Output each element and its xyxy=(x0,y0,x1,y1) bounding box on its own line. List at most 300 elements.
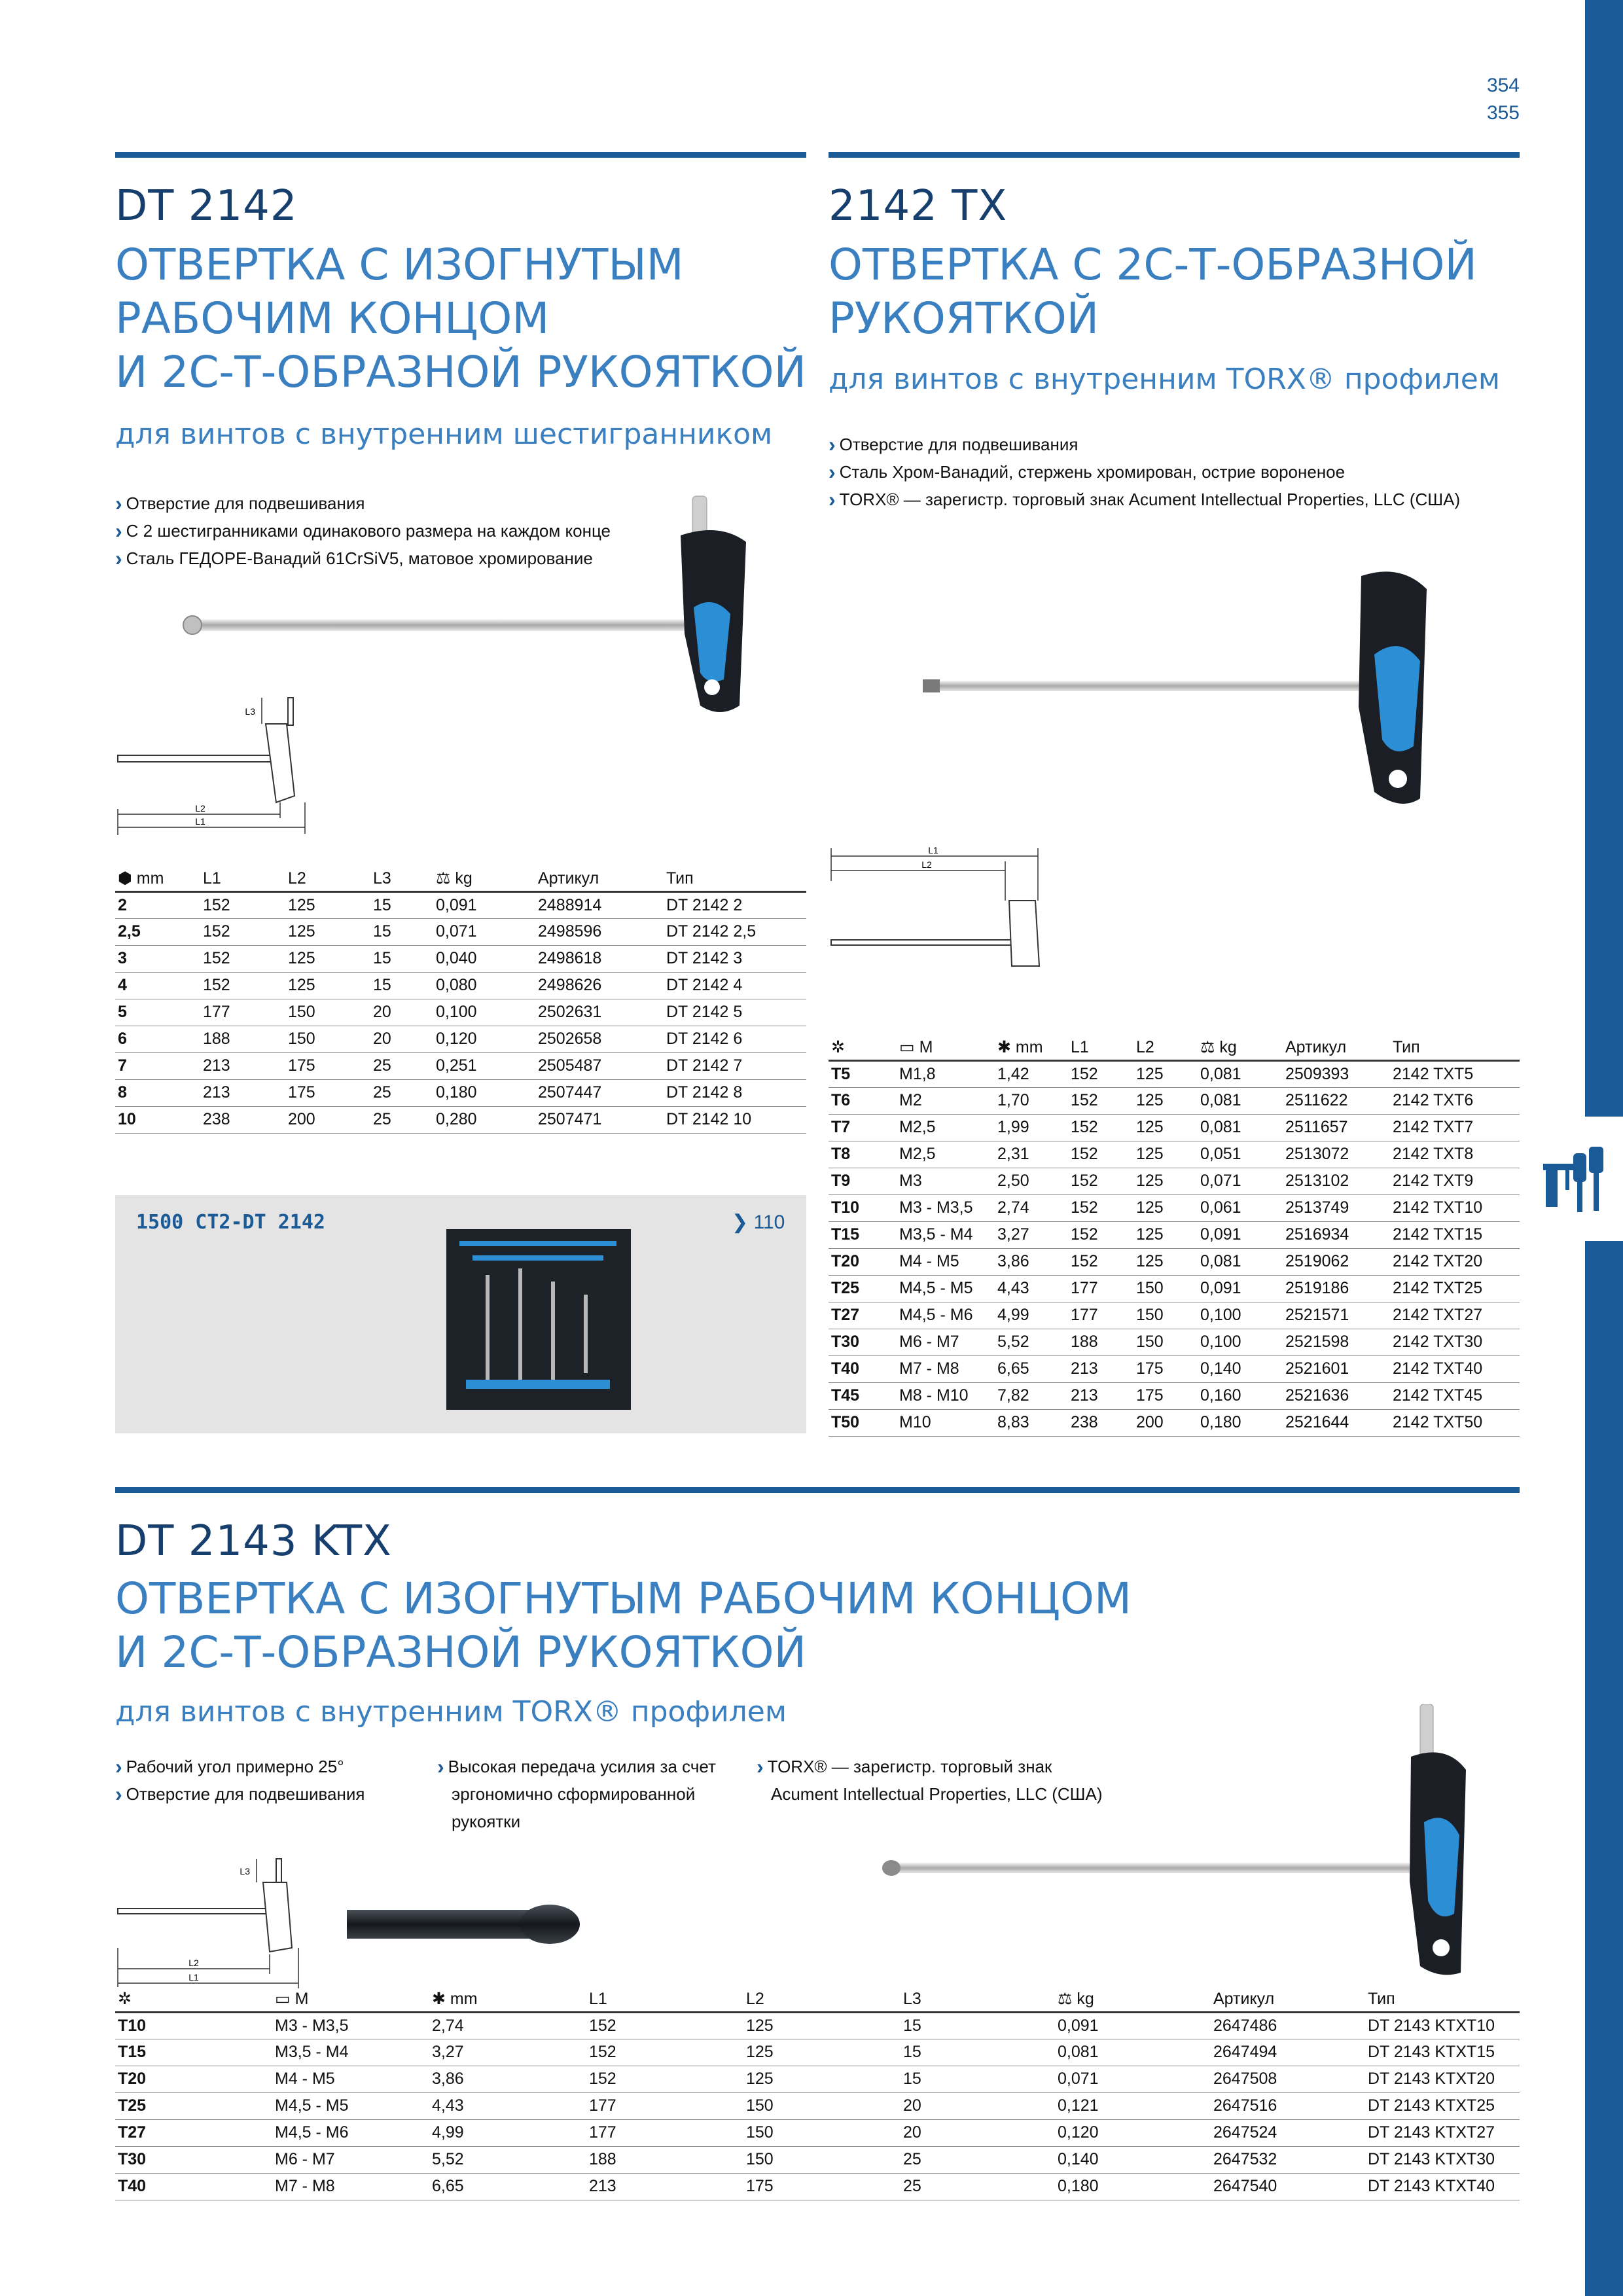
table-cell: 2488914 xyxy=(535,891,664,918)
table-cell: 2142 TXT20 xyxy=(1390,1248,1520,1275)
table-cell: 10 xyxy=(115,1106,200,1133)
col-header: Тип xyxy=(1390,1033,1520,1060)
table-cell: M4 - M5 xyxy=(897,1248,995,1275)
table-cell: M3,5 - M4 xyxy=(272,2039,429,2066)
section1-name-title xyxy=(115,238,806,399)
table-row xyxy=(829,1087,1520,1114)
table-cell: 15 xyxy=(901,2066,1055,2092)
table-row xyxy=(115,891,806,918)
promo-set-image xyxy=(446,1229,631,1410)
table-cell: 125 xyxy=(1133,1087,1198,1114)
table-cell: M6 - M7 xyxy=(897,1329,995,1355)
table-cell: DT 2142 6 xyxy=(664,1026,806,1052)
table-cell: 177 xyxy=(586,2119,743,2146)
table-cell: 152 xyxy=(200,972,285,999)
table-cell: DT 2142 4 xyxy=(664,972,806,999)
table-cell: 213 xyxy=(200,1079,285,1106)
table-cell: DT 2142 2,5 xyxy=(664,918,806,945)
table-cell: 0,140 xyxy=(1055,2146,1211,2173)
table-cell: 175 xyxy=(1133,1382,1198,1409)
table-cell: 125 xyxy=(285,972,370,999)
table-cell: 2498618 xyxy=(535,945,664,972)
table-cell: 6 xyxy=(115,1026,200,1052)
table-cell: 2,50 xyxy=(995,1168,1068,1194)
section2-subtitle: для винтов с внутренним TORX® профилем xyxy=(829,363,1501,396)
hex-icon: ⬢ xyxy=(118,869,132,888)
section3-bullets-col1: › Рабочий угол примерно 25° › Отверстие для подвешивания xyxy=(115,1753,365,1808)
table-cell: 0,091 xyxy=(1055,2012,1211,2039)
torx-icon: ✲ xyxy=(118,1989,132,2008)
section3-top-rule xyxy=(115,1487,1520,1493)
table-cell: 125 xyxy=(1133,1168,1198,1194)
table-cell: M4 - M5 xyxy=(272,2066,429,2092)
table-cell: 2521601 xyxy=(1283,1355,1390,1382)
table-cell: 0,251 xyxy=(433,1052,535,1079)
table-cell: DT 2143 KTXT15 xyxy=(1365,2039,1520,2066)
table-row xyxy=(829,1248,1520,1275)
table-cell: 125 xyxy=(285,918,370,945)
table-cell: 15 xyxy=(370,972,433,999)
col-header: Артикул xyxy=(1283,1033,1390,1060)
table-cell: 150 xyxy=(1133,1275,1198,1302)
table-cell: 2498596 xyxy=(535,918,664,945)
section2-code-title: 2142 TX xyxy=(829,182,1008,230)
table-cell: 2142 TXT50 xyxy=(1390,1409,1520,1436)
name-line: ОТВЕРТКА С ИЗОГНУТЫМ xyxy=(115,240,684,290)
spec-table-dt2143ktx xyxy=(115,1984,1520,2200)
table-row xyxy=(115,2092,1520,2119)
table-cell: 2505487 xyxy=(535,1052,664,1079)
table-cell: 213 xyxy=(200,1052,285,1079)
diagram-label: L1 xyxy=(188,1972,199,1982)
col-header: kg xyxy=(1219,1037,1237,1056)
table-header-row xyxy=(115,1984,1520,2012)
table-cell: 152 xyxy=(586,2012,743,2039)
table-cell: 2142 TXT40 xyxy=(1390,1355,1520,1382)
table-cell: 0,180 xyxy=(1198,1409,1283,1436)
page-number-left: 354 xyxy=(1486,75,1520,96)
section3-name-title xyxy=(115,1572,1132,1679)
table-cell: 175 xyxy=(743,2173,901,2200)
table-cell: 152 xyxy=(586,2039,743,2066)
bullet-text: Сталь Хром-Ванадий, стержень хромирован, острие вороненое xyxy=(839,462,1346,482)
table-cell: 125 xyxy=(1133,1141,1198,1168)
table-cell: 4,99 xyxy=(429,2119,586,2146)
table-cell: 25 xyxy=(370,1079,433,1106)
sidebar-bar-bottom xyxy=(1585,1241,1623,2296)
table-cell: 5 xyxy=(115,999,200,1026)
table-cell: DT 2143 KTXT10 xyxy=(1365,2012,1520,2039)
table-header-row xyxy=(115,864,806,891)
table-cell: 20 xyxy=(901,2119,1055,2146)
table-cell: 2142 TXT15 xyxy=(1390,1221,1520,1248)
table-cell: 2511657 xyxy=(1283,1114,1390,1141)
table-row xyxy=(115,2119,1520,2146)
weight-scale-icon: ⚖ xyxy=(436,869,451,888)
table-cell: T45 xyxy=(829,1382,897,1409)
table-cell: 177 xyxy=(1068,1275,1133,1302)
table-cell: 2647540 xyxy=(1211,2173,1365,2200)
table-row xyxy=(115,999,806,1026)
table-cell: 2513749 xyxy=(1283,1194,1390,1221)
name-line: РАБОЧИМ КОНЦОМ xyxy=(115,293,550,344)
table-cell: 2507447 xyxy=(535,1079,664,1106)
table-cell: T6 xyxy=(829,1087,897,1114)
section2-name-title xyxy=(829,238,1477,346)
section2-top-rule xyxy=(829,152,1520,158)
table-cell: 8,83 xyxy=(995,1409,1068,1436)
table-cell: T40 xyxy=(115,2173,272,2200)
table-cell: 213 xyxy=(1068,1382,1133,1409)
table-cell: 8 xyxy=(115,1079,200,1106)
table-cell: T30 xyxy=(829,1329,897,1355)
col-header: L3 xyxy=(370,864,433,891)
table-cell: M3 - M3,5 xyxy=(272,2012,429,2039)
screw-thread-icon: ▭ xyxy=(275,1989,291,2008)
table-cell: 150 xyxy=(743,2146,901,2173)
table-cell: 2142 TXT6 xyxy=(1390,1087,1520,1114)
table-cell: 0,100 xyxy=(433,999,535,1026)
table-cell: DT 2143 KTXT25 xyxy=(1365,2092,1520,2119)
table-cell: 0,071 xyxy=(433,918,535,945)
table-cell: M8 - M10 xyxy=(897,1382,995,1409)
spec-table-2142tx xyxy=(829,1033,1520,1437)
table-cell: 0,081 xyxy=(1055,2039,1211,2066)
table-cell: 0,100 xyxy=(1198,1329,1283,1355)
table-cell: M1,8 xyxy=(897,1060,995,1087)
table-cell: 4,43 xyxy=(995,1275,1068,1302)
col-header: L1 xyxy=(1068,1033,1133,1060)
table-cell: 20 xyxy=(370,1026,433,1052)
table-cell: 200 xyxy=(285,1106,370,1133)
table-cell: T27 xyxy=(829,1302,897,1329)
table-cell: 175 xyxy=(285,1079,370,1106)
table-cell: 2513102 xyxy=(1283,1168,1390,1194)
section3-bullets-col3: › TORX® — зарегистр. торговый знак Acument Intellectual Properties, LLC (США) xyxy=(757,1753,1102,1808)
table-cell: 125 xyxy=(743,2012,901,2039)
table-cell: DT 2142 8 xyxy=(664,1079,806,1106)
table-cell: 2509393 xyxy=(1283,1060,1390,1087)
table-cell: 2,31 xyxy=(995,1141,1068,1168)
table-row xyxy=(115,1079,806,1106)
sidebar-bar-top xyxy=(1585,0,1623,1117)
table-cell: 188 xyxy=(586,2146,743,2173)
bullet-text-cont: эргономично сформированной xyxy=(452,1784,696,1804)
table-cell: 1,99 xyxy=(995,1114,1068,1141)
bullet-text-cont: Acument Intellectual Properties, LLC (США) xyxy=(771,1784,1103,1804)
table-row xyxy=(115,1106,806,1133)
table-cell: 0,121 xyxy=(1055,2092,1211,2119)
page-number-right: 355 xyxy=(1486,102,1520,124)
table-cell: 125 xyxy=(1133,1194,1198,1221)
table-row xyxy=(115,2066,1520,2092)
col-header: Тип xyxy=(1365,1984,1520,2012)
table-cell: 0,120 xyxy=(1055,2119,1211,2146)
table-cell: 3,27 xyxy=(995,1221,1068,1248)
table-cell: 125 xyxy=(743,2039,901,2066)
table-cell: 152 xyxy=(1068,1060,1133,1087)
table-cell: 152 xyxy=(200,891,285,918)
table-cell: 2,74 xyxy=(429,2012,586,2039)
table-cell: 2 xyxy=(115,891,200,918)
table-cell: M3 xyxy=(897,1168,995,1194)
section2-bullets: › Отверстие для подвешивания › Сталь Хром-Ванадий, стержень хромирован, острие вороненое › TORX® — зарегистр. торговый знак Acument Intellectual Properties, LLC (США) xyxy=(829,431,1460,513)
table-cell: 0,091 xyxy=(433,891,535,918)
table-cell: 2507471 xyxy=(535,1106,664,1133)
table-cell: 152 xyxy=(1068,1141,1133,1168)
table-cell: T5 xyxy=(829,1060,897,1087)
table-cell: 177 xyxy=(586,2092,743,2119)
dimension-diagram-dt2143ktx xyxy=(115,1850,325,1994)
col-header: mm xyxy=(450,1989,478,2008)
bullet-text: Высокая передача усилия за счет xyxy=(448,1757,716,1776)
diagram-label: L3 xyxy=(240,1866,250,1876)
section1-bullets: › Отверстие для подвешивания › С 2 шестигранниками одинакового размера на каждом конце › Сталь ГЕДОРЕ-Ванадий 61CrSiV5, матовое хромирование xyxy=(115,490,611,572)
table-cell: 0,040 xyxy=(433,945,535,972)
table-row xyxy=(115,972,806,999)
table-cell: 0,280 xyxy=(433,1106,535,1133)
table-cell: 15 xyxy=(901,2012,1055,2039)
table-cell: 2142 TXT45 xyxy=(1390,1382,1520,1409)
table-cell: 15 xyxy=(370,918,433,945)
table-row xyxy=(115,918,806,945)
col-header: Артикул xyxy=(535,864,664,891)
bullet-text: Сталь ГЕДОРЕ-Ванадий 61CrSiV5, матовое хромирование xyxy=(126,548,593,568)
table-cell: 5,52 xyxy=(995,1329,1068,1355)
diagram-label: L2 xyxy=(195,803,205,814)
name-line: И 2С-Т-ОБРАЗНОЙ РУКОЯТКОЙ xyxy=(115,1627,806,1677)
table-cell: 3 xyxy=(115,945,200,972)
table-cell: M4,5 - M6 xyxy=(897,1302,995,1329)
bullet-text: С 2 шестигранниками одинакового размера на каждом конце xyxy=(126,521,611,541)
section1-code-title: DT 2142 xyxy=(115,182,298,230)
table-cell: 175 xyxy=(1133,1355,1198,1382)
table-cell: 0,120 xyxy=(433,1026,535,1052)
col-header: L1 xyxy=(200,864,285,891)
table-cell: 2513072 xyxy=(1283,1141,1390,1168)
table-cell: 238 xyxy=(200,1106,285,1133)
table-cell: 200 xyxy=(1133,1409,1198,1436)
section1-subtitle: для винтов с внутренним шестигранником xyxy=(115,418,773,451)
col-header: L2 xyxy=(743,1984,901,2012)
table-cell: 7,82 xyxy=(995,1382,1068,1409)
promo-set-label: 1500 CT2-DT 2142 xyxy=(136,1211,325,1234)
table-cell: 2647508 xyxy=(1211,2066,1365,2092)
screw-thread-icon: ▭ xyxy=(899,1037,915,1056)
table-row xyxy=(829,1329,1520,1355)
promo-page-link[interactable] xyxy=(732,1211,785,1234)
table-cell: 2142 TXT27 xyxy=(1390,1302,1520,1329)
table-cell: 7 xyxy=(115,1052,200,1079)
name-line: ОТВЕРТКА С ИЗОГНУТЫМ РАБОЧИМ КОНЦОМ xyxy=(115,1573,1132,1624)
table-cell: T20 xyxy=(829,1248,897,1275)
table-cell: 3,86 xyxy=(429,2066,586,2092)
table-cell: 150 xyxy=(1133,1329,1198,1355)
table-cell: 2498626 xyxy=(535,972,664,999)
table-cell: 0,091 xyxy=(1198,1221,1283,1248)
table-cell: 188 xyxy=(1068,1329,1133,1355)
table-cell: 5,52 xyxy=(429,2146,586,2173)
table-cell: M3,5 - M4 xyxy=(897,1221,995,1248)
table-row xyxy=(829,1382,1520,1409)
table-cell: 125 xyxy=(743,2066,901,2092)
table-cell: M4,5 - M6 xyxy=(272,2119,429,2146)
table-cell: 152 xyxy=(586,2066,743,2092)
table-cell: 150 xyxy=(285,999,370,1026)
bullet-text: Отверстие для подвешивания xyxy=(126,493,365,513)
col-header: L3 xyxy=(901,1984,1055,2012)
table-row xyxy=(829,1114,1520,1141)
table-cell: 0,081 xyxy=(1198,1114,1283,1141)
col-header: Артикул xyxy=(1211,1984,1365,2012)
table-row xyxy=(115,1026,806,1052)
table-row xyxy=(115,945,806,972)
table-header-row xyxy=(829,1033,1520,1060)
table-cell: 213 xyxy=(586,2173,743,2200)
table-cell: 0,081 xyxy=(1198,1087,1283,1114)
table-cell: 6,65 xyxy=(995,1355,1068,1382)
table-cell: 25 xyxy=(370,1052,433,1079)
table-cell: 152 xyxy=(1068,1194,1133,1221)
table-cell: T8 xyxy=(829,1141,897,1168)
table-cell: M7 - M8 xyxy=(897,1355,995,1382)
table-cell: 2521571 xyxy=(1283,1302,1390,1329)
table-cell: 3,27 xyxy=(429,2039,586,2066)
diagram-label: L1 xyxy=(928,845,938,855)
table-cell: DT 2143 KTXT40 xyxy=(1365,2173,1520,2200)
table-cell: 152 xyxy=(200,945,285,972)
table-cell: DT 2142 5 xyxy=(664,999,806,1026)
table-cell: 152 xyxy=(1068,1087,1133,1114)
col-header: kg xyxy=(455,869,473,888)
table-cell: 2521636 xyxy=(1283,1382,1390,1409)
bullet-text: Отверстие для подвешивания xyxy=(839,435,1079,454)
table-cell: 0,080 xyxy=(433,972,535,999)
weight-scale-icon: ⚖ xyxy=(1058,1989,1073,2008)
diagram-label: L2 xyxy=(921,859,932,870)
table-cell: 152 xyxy=(200,918,285,945)
table-cell: 2516934 xyxy=(1283,1221,1390,1248)
table-cell: 25 xyxy=(370,1106,433,1133)
table-cell: M2,5 xyxy=(897,1114,995,1141)
table-cell: T25 xyxy=(829,1275,897,1302)
table-cell: 6,65 xyxy=(429,2173,586,2200)
torx-star-icon: ✱ xyxy=(432,1989,446,2008)
name-line: РУКОЯТКОЙ xyxy=(829,293,1099,344)
table-row xyxy=(115,2012,1520,2039)
col-header: L2 xyxy=(1133,1033,1198,1060)
table-cell: DT 2142 2 xyxy=(664,891,806,918)
table-row xyxy=(829,1355,1520,1382)
col-header: mm xyxy=(1015,1037,1043,1056)
table-cell: 0,160 xyxy=(1198,1382,1283,1409)
table-cell: 0,081 xyxy=(1198,1060,1283,1087)
bullet-text: TORX® — зарегистр. торговый знак Acument Intellectual Properties, LLC (США) xyxy=(839,490,1461,509)
table-cell: 125 xyxy=(1133,1248,1198,1275)
table-cell: 152 xyxy=(1068,1114,1133,1141)
table-cell: M7 - M8 xyxy=(272,2173,429,2200)
table-cell: 0,100 xyxy=(1198,1302,1283,1329)
table-cell: M6 - M7 xyxy=(272,2146,429,2173)
product-image-2142tx xyxy=(916,563,1433,812)
section1-top-rule xyxy=(115,152,806,158)
table-cell: 20 xyxy=(370,999,433,1026)
diagram-label: L3 xyxy=(245,706,255,717)
col-header: M xyxy=(919,1037,933,1056)
promo-link-page: 110 xyxy=(753,1211,785,1233)
section3-subtitle: для винтов с внутренним TORX® профилем xyxy=(115,1695,787,1729)
table-cell: T27 xyxy=(115,2119,272,2146)
screwdriver-category-icon xyxy=(1539,1140,1611,1219)
table-cell: T50 xyxy=(829,1409,897,1436)
table-cell: 25 xyxy=(901,2173,1055,2200)
table-cell: 15 xyxy=(370,945,433,972)
table-cell: 0,071 xyxy=(1198,1168,1283,1194)
table-cell: M2,5 xyxy=(897,1141,995,1168)
table-cell: 2647524 xyxy=(1211,2119,1365,2146)
table-cell: 2647516 xyxy=(1211,2092,1365,2119)
table-row xyxy=(829,1168,1520,1194)
product-image-dt2143ktx xyxy=(877,1704,1466,1979)
table-cell: T15 xyxy=(115,2039,272,2066)
weight-scale-icon: ⚖ xyxy=(1200,1037,1215,1056)
table-cell: 4 xyxy=(115,972,200,999)
table-cell: 125 xyxy=(285,891,370,918)
table-cell: 25 xyxy=(901,2146,1055,2173)
table-cell: 125 xyxy=(1133,1060,1198,1087)
table-cell: T25 xyxy=(115,2092,272,2119)
table-cell: 1,42 xyxy=(995,1060,1068,1087)
table-row xyxy=(115,2039,1520,2066)
table-row xyxy=(829,1141,1520,1168)
table-cell: 2,74 xyxy=(995,1194,1068,1221)
table-cell: 2,5 xyxy=(115,918,200,945)
table-cell: 0,071 xyxy=(1055,2066,1211,2092)
table-cell: 2142 TXT9 xyxy=(1390,1168,1520,1194)
bullet-text-cont: рукоятки xyxy=(452,1812,521,1831)
section3-code-title: DT 2143 KTX xyxy=(115,1517,392,1566)
table-cell: 177 xyxy=(1068,1302,1133,1329)
table-cell: 2142 TXT5 xyxy=(1390,1060,1520,1087)
table-row xyxy=(829,1302,1520,1329)
table-cell: 150 xyxy=(743,2119,901,2146)
col-header: L2 xyxy=(285,864,370,891)
table-cell: 15 xyxy=(370,891,433,918)
torx-star-icon: ✱ xyxy=(997,1037,1011,1056)
table-row xyxy=(115,2146,1520,2173)
table-cell: M10 xyxy=(897,1409,995,1436)
table-cell: 0,140 xyxy=(1198,1355,1283,1382)
table-cell: 2521598 xyxy=(1283,1329,1390,1355)
table-cell: 150 xyxy=(1133,1302,1198,1329)
table-cell: 2502631 xyxy=(535,999,664,1026)
table-row xyxy=(115,2173,1520,2200)
bullet-text: Рабочий угол примерно 25° xyxy=(126,1757,344,1776)
col-header: L1 xyxy=(586,1984,743,2012)
col-header: Тип xyxy=(664,864,806,891)
table-cell: T10 xyxy=(115,2012,272,2039)
table-cell: 2647486 xyxy=(1211,2012,1365,2039)
table-cell: 0,061 xyxy=(1198,1194,1283,1221)
table-cell: DT 2142 3 xyxy=(664,945,806,972)
col-header: mm xyxy=(136,869,164,888)
table-row xyxy=(829,1275,1520,1302)
table-cell: 150 xyxy=(743,2092,901,2119)
table-cell: T15 xyxy=(829,1221,897,1248)
table-cell: T30 xyxy=(115,2146,272,2173)
col-header: M xyxy=(294,1989,309,2008)
table-cell: 2519186 xyxy=(1283,1275,1390,1302)
